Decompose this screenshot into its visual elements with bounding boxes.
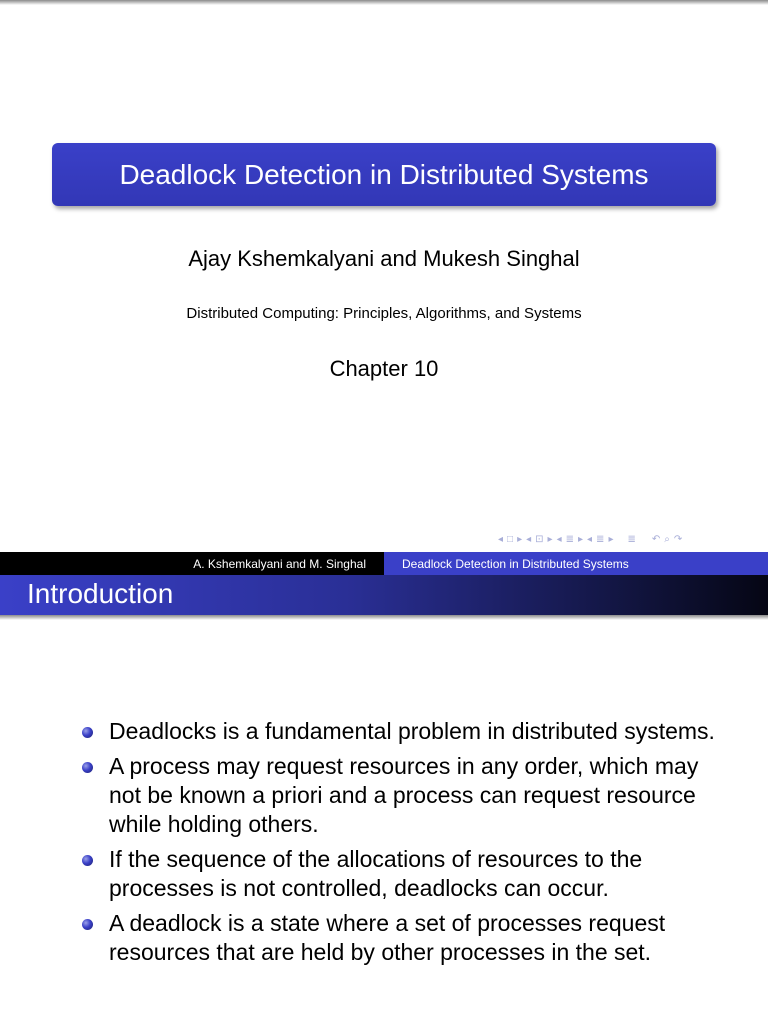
authors: Ajay Kshemkalyani and Mukesh Singhal bbox=[188, 246, 580, 271]
nav-next-frame-icon[interactable]: ▸ bbox=[547, 534, 553, 545]
bullet-text: A process may request resources in any order, which may not be known a priori and a process can request resource while holding others. bbox=[109, 753, 699, 837]
nav-back-icon[interactable]: ↶ bbox=[651, 534, 661, 545]
bullet-icon bbox=[82, 855, 93, 866]
institute: Distributed Computing: Principles, Algorithms, and Systems bbox=[186, 305, 582, 322]
list-item bbox=[80, 909, 720, 967]
title-box bbox=[52, 143, 716, 206]
bullet-list bbox=[80, 717, 720, 973]
bullet-text: A deadlock is a state where a set of processes request resources that are held by other processes in the set. bbox=[109, 910, 666, 965]
list-item bbox=[80, 845, 720, 903]
nav-frame-icon[interactable]: ⊡ bbox=[535, 534, 544, 545]
nav-slide-icon[interactable]: □ bbox=[507, 534, 514, 545]
top-shadow bbox=[0, 0, 768, 5]
nav-next-slide-icon[interactable]: ▸ bbox=[517, 534, 523, 545]
footline-authors-text: A. Kshemkalyani and M. Singhal bbox=[193, 556, 366, 571]
bullet-icon bbox=[82, 919, 93, 930]
nav-section-icon[interactable]: ≣ bbox=[596, 534, 605, 545]
bullet-icon bbox=[82, 727, 93, 738]
navigation-symbols[interactable] bbox=[498, 533, 762, 547]
slide-title: Deadlock Detection in Distributed Systems bbox=[119, 158, 649, 190]
nav-search-icon[interactable]: ⌕ bbox=[664, 534, 670, 545]
bullet-icon bbox=[82, 762, 93, 773]
nav-next-subsection-icon[interactable]: ▸ bbox=[577, 534, 584, 545]
slide-separator bbox=[0, 615, 768, 620]
nav-next-section-icon[interactable]: ▸ bbox=[608, 534, 614, 545]
nav-forward-icon[interactable]: ↷ bbox=[673, 534, 683, 545]
nav-prev-frame-icon[interactable]: ◂ bbox=[526, 534, 532, 545]
nav-prev-subsection-icon[interactable]: ◂ bbox=[556, 534, 562, 545]
footline-authors bbox=[0, 552, 384, 575]
list-item bbox=[80, 752, 720, 839]
nav-subsection-icon[interactable]: ≣ bbox=[565, 534, 574, 545]
nav-prev-slide-icon[interactable]: ◂ bbox=[498, 534, 504, 545]
list-item bbox=[80, 717, 720, 746]
nav-prev-section-icon[interactable]: ◂ bbox=[587, 534, 593, 545]
footline-title-text: Deadlock Detection in Distributed Systems bbox=[402, 556, 629, 571]
frame-title: Introduction bbox=[27, 578, 174, 609]
footline bbox=[0, 552, 768, 575]
bullet-text: If the sequence of the allocations of resources to the processes is not controlled, deadlocks can occur. bbox=[109, 846, 643, 901]
chapter-label: Chapter 10 bbox=[329, 356, 439, 381]
bullet-text: Deadlocks is a fundamental problem in distributed systems. bbox=[109, 718, 715, 744]
footline-title bbox=[384, 552, 768, 575]
nav-document-icon[interactable]: ≣ bbox=[627, 534, 636, 545]
